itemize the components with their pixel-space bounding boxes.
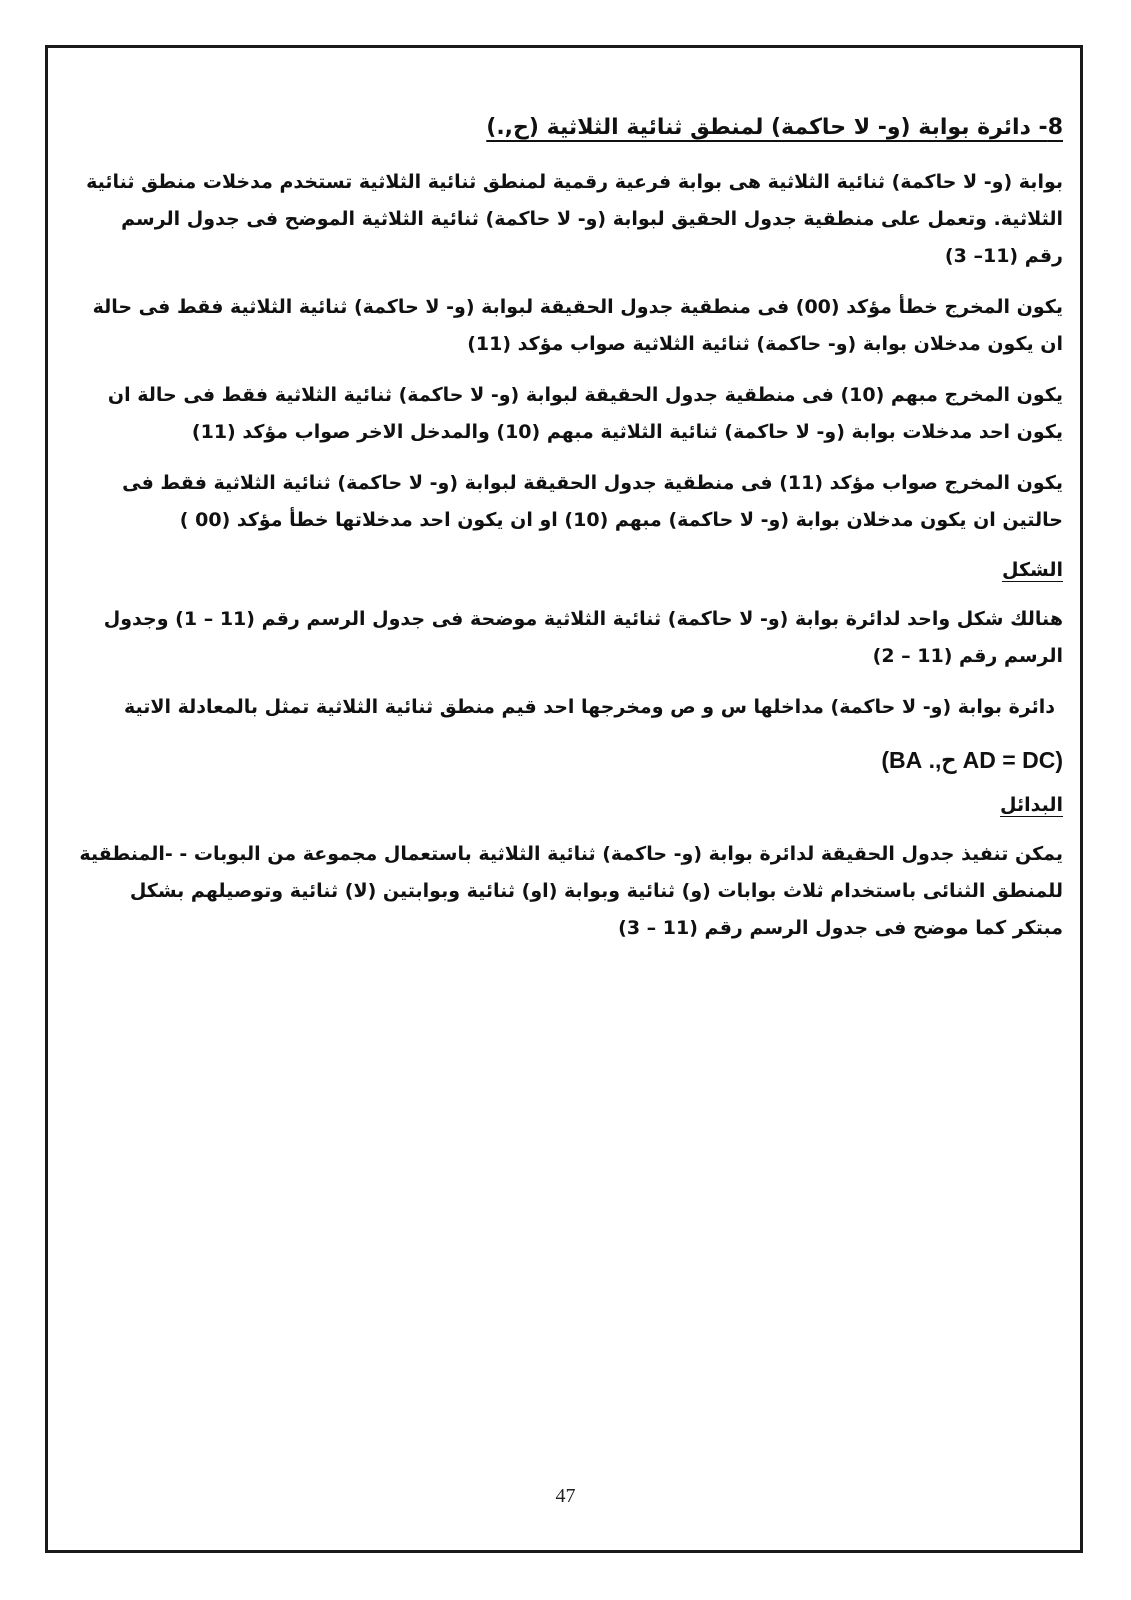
section-heading: 8- دائرة بوابة (و- لا حاكمة) لمنطق ثنائية الثلاثية (ح,.) bbox=[486, 115, 1063, 140]
paragraph-false-output: يكون المخرج خطأ مؤكد (00) فى منطقية جدول الحقيقة لبوابة (و- لا حاكمة) ثنائية الثلاثية فقط فى حالة ان يكون مدخلان بوابة (و- حاكمة) ثنائية الثلاثية صواب مؤكد (11) bbox=[92, 296, 1063, 355]
shape-section-title: الشكل bbox=[1002, 559, 1063, 581]
shape-paragraph: هنالك شكل واحد لدائرة بوابة (و- لا حاكمة) ثنائية الثلاثية موضحة فى جدول الرسم رقم (11 – 1) وجدول الرسم رقم (11 – 2) bbox=[103, 608, 1063, 667]
document-body bbox=[78, 108, 1063, 961]
gate-equation: (AD = DC ح,. BA) bbox=[881, 747, 1063, 773]
paragraph-definition: بوابة (و- لا حاكمة) ثنائية الثلاثية هى بوابة فرعية رقمية لمنطق ثنائية الثلاثية تستخدم مدخلات منطق ثنائية الثلاثية. وتعمل على منطقية جدول الحقيق لبوابة (و- لا حاكمة) ثنائية الثلاثية الموضح فى جدول الرسم رقم (11– 3) bbox=[86, 171, 1063, 267]
circuit-description: دائرة بوابة (و- لا حاكمة) مداخلها س و ص ومخرجها احد قيم منطق ثنائية الثلاثية تمثل بالمعادلة الاتية bbox=[123, 696, 1055, 718]
page-number: 47 bbox=[555, 1485, 576, 1507]
paragraph-vague-output: يكون المخرج مبهم (10) فى منطقية جدول الحقيقة لبوابة (و- لا حاكمة) ثنائية الثلاثية فقط فى حالة ان يكون احد مدخلات بوابة (و- لا حاكمة) ثنائية الثلاثية مبهم (10) والمدخل الاخر صواب مؤكد (11) bbox=[107, 384, 1063, 443]
paragraph-true-output: يكون المخرج صواب مؤكد (11) فى منطقية جدول الحقيقة لبوابة (و- لا حاكمة) ثنائية الثلاثية فقط فى حالتين ان يكون مدخلان بوابة (و- لا حاكمة) مبهم (10) او ان يكون احد مدخلاتها خطأ مؤكد (00 ) bbox=[122, 472, 1063, 531]
alternatives-paragraph: يمكن تنفيذ جدول الحقيقة لدائرة بوابة (و- حاكمة) ثنائية الثلاثية باستعمال مجموعة من البوبات - -المنطقية للمنطق الثنائى باستخدام ثلاث بوابات (و) ثنائية وبوابة (او) ثنائية وبوابتين (لا) ثنائية وتوصيلهم بشكل مبتكر كما موضح فى جدول الرسم رقم (11 – 3) bbox=[79, 843, 1063, 939]
alternatives-section-title: البدائل bbox=[1000, 794, 1063, 816]
